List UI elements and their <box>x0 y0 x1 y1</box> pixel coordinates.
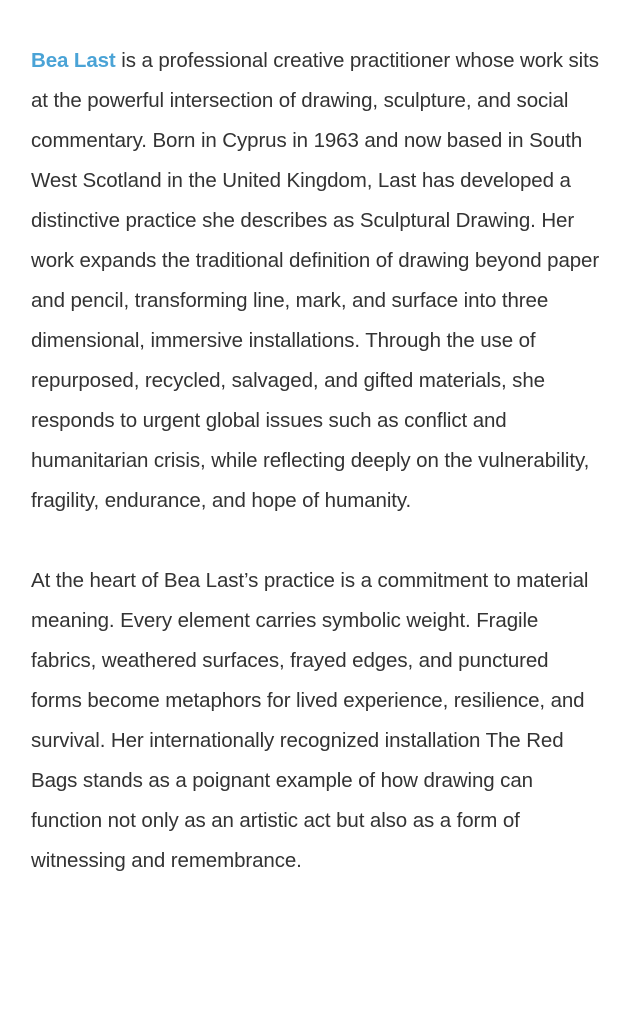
paragraph-practice: At the heart of Bea Last’s practice is a commitment to material meaning. Every element carries symbolic weight. Fragile fabrics, weathered surfaces, frayed edges, and punctured forms become metaphors for lived experience, resilience, and survival. Her internationally recognized installation The Red Bags stands as a poignant example of how drawing can function not only as an artistic act but also as a form of witnessing and remembrance. <box>31 569 589 872</box>
artist-name-link[interactable]: Bea Last <box>31 49 116 72</box>
article-body <box>31 41 601 881</box>
paragraph-intro <box>31 41 601 521</box>
paragraph-intro-text: is a professional creative practitioner whose work sits at the powerful intersection of drawing, sculpture, and social commentary. Born in Cyprus in 1963 and now based in South West Scotland in the United Kingdom, Last has developed a distinctive practice she describes as Sculptural Drawing. Her work expands the traditional definition of drawing beyond paper and pencil, transforming line, mark, and surface into three dimensional, immersive installations. Through the use of repurposed, recycled, salvaged, and gifted materials, she responds to urgent global issues such as conflict and humanitarian crisis, while reflecting deeply on the vulnerability, fragility, endurance, and hope of humanity. <box>31 49 600 512</box>
